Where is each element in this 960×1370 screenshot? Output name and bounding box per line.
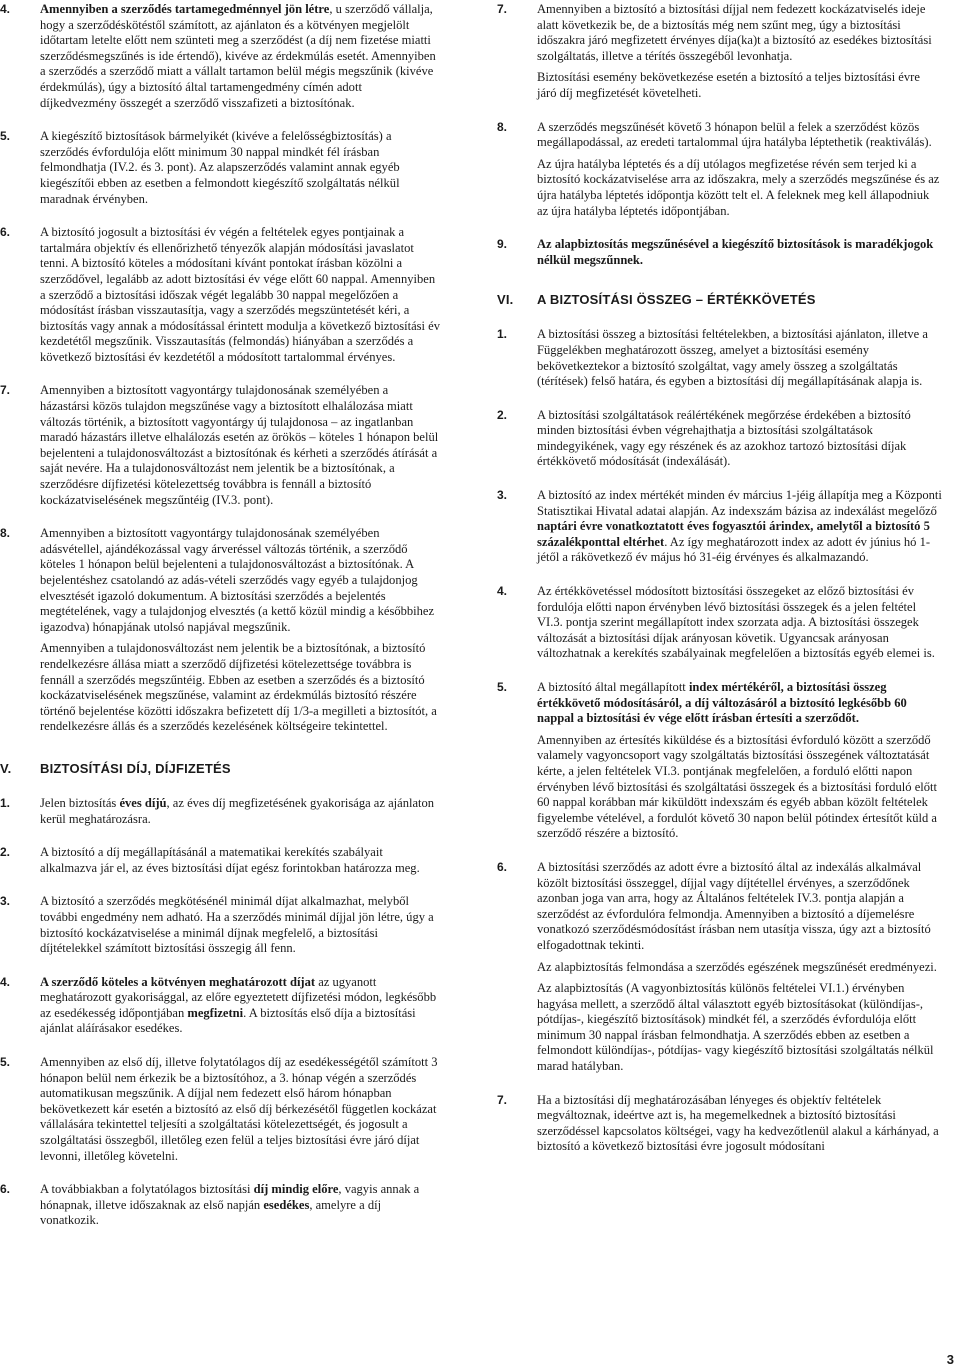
- clause-number: 2.: [0, 845, 11, 860]
- clause-text: . Az így meghatározott index az adott év június hó 1-jétől a rákövetkező év május hó 31-éig érvényes és alkalmazandó.: [537, 534, 931, 565]
- clause-number: 2.: [497, 407, 508, 422]
- section-title: A BIZTOSÍTÁSI ÖSSZEG – ÉRTÉKKÖVETÉS: [537, 292, 816, 308]
- clause-iv-6: [0, 225, 440, 365]
- clause-bold-text: megfizetni: [187, 1005, 244, 1020]
- clause-text: Amennyiben az értesítés kiküldése és a biztosítási évforduló között a szerződő valamely vagyoncsoport vagy szolgáltatás biztosítási összegének változtatását kérte, a jelen feltételek VI.3. pontjának megfelelően, a forduló előtti napon érvényben lévő biztosítási és szolgáltatási összegek és a biztosítási forduló előtt 60 nappal korábban már kiküldött indexszám és egyéb abban közölt feltételek figyelembe vételével, a fordulót követő 30 napon belül pótindex értesítőt küld a szerződő részére a biztosító.: [537, 732, 937, 841]
- clause-v-2: [0, 845, 440, 876]
- clause-iv-4: [0, 2, 440, 111]
- clause-bold-text: index mértékéről, a biztosítási összeg értékkövető módosításáról, a díj változásáról a biztosító legkésőbb 60 nappal a biztosítási év vége előtt írásban értesíti a szerződőt.: [537, 680, 907, 726]
- clause-bold-text: esedékes: [263, 1197, 310, 1212]
- section-vi-heading: [497, 292, 942, 307]
- clause-number: 4.: [497, 584, 508, 599]
- clause-bold-text: Az alapbiztosítás megszűnésével a kiegészítő biztosítások is maradékjogok nélkül megszűnnek.: [537, 237, 934, 267]
- clause-vi-1: [497, 327, 942, 389]
- clause-bold-text: éves díjú: [119, 795, 167, 810]
- clause-text: A biztosító a szerződés megkötésénél minimál díjat alkalmazhat, melyből további engedmény nem adható. Ha a szerződés minimál díjjal jön létre, úgy a biztosító kockázatviselése a minimál díjnak megfelelő, a biztosítási díjtételekkel számított biztosítási összegig áll fenn.: [40, 894, 434, 956]
- page-number: 3: [946, 1352, 954, 1367]
- clause-number: 5.: [0, 129, 11, 144]
- clause-text: A biztosítási szerződés az adott évre a biztosító által az indexálás alkalmával közölt biztosítási összeggel, díjjal vagy díjtétellel érvényes, a szerződőnek azonban joga van arra, hogy az Általános feltételek IV.3. pontja alapján a szerződést az évfordulóra felmondja. Amennyiben a biztosító a díjemelésre vonatkozó szerződésmódosítást írásban nem utasítja vissza, úgy azt a biztosító elfogadottnak tekinti.: [537, 859, 931, 952]
- clause-text: . A biztosítás első díja a biztosítási ajánlat aláírásakor esedékes.: [40, 1005, 416, 1036]
- clause-number: 7.: [0, 383, 11, 398]
- clause-text: A biztosítási összeg a biztosítási feltételekben, a biztosítási ajánlaton, illetve a Függelékben meghatározott összeg, amelyet a biztosítási esemény bekövetkeztekor a biztosító szolgáltat, vagy amely összeg a szolgáltatás (térítések) felső határa, és egyben a biztosítási díj megállapításának alapja is.: [537, 327, 928, 389]
- clause-vi-5: [497, 680, 942, 842]
- right-column: [497, 0, 942, 1155]
- clause-v-3: [0, 894, 440, 956]
- clause-number: 1.: [497, 327, 508, 342]
- clause-text: Amennyiben a biztosított vagyontárgy tulajdonosának személyében a házastársi közös tulajdon megszűnése vagy a biztosított elhalálozása miatt változás történik, a biztosított vagyontárgy új tulajdonosa – az ingatlanban maradó házastárs illetve elhalálozás esetén az örökös – köteles 1 hónapon belül bejelenteni a tulajdonosváltozást a biztosítónak és kérheti a szerződés átírását a saját nevére. Ha a tulajdonosváltozást nem jelentik be a biztosítónak, a szerződésre díjfizetési kötelezettség továbbra is fennáll a biztosító kockázatviselésének megszűntéig (IV.3. pont).: [40, 383, 439, 507]
- clause-v-6: [0, 1182, 440, 1229]
- clause-number: 4.: [0, 974, 11, 989]
- clause-bold-text: díj mindig előre: [253, 1182, 339, 1197]
- clause-number: 7.: [497, 2, 508, 16]
- clause-iv-7: [0, 383, 440, 508]
- clause-text: A biztosító által megállapított: [537, 680, 689, 694]
- clause-vi-3: [497, 488, 942, 566]
- clause-text: Az alapbiztosítás felmondása a szerződés egészének megszűnését eredményezi.: [537, 959, 937, 974]
- clause-vi-7: [497, 1093, 942, 1155]
- clause-number: 6.: [0, 225, 11, 240]
- clause-text: Amennyiben a biztosított vagyontárgy tulajdonosának személyében adásvétellel, ajándékozással vagy árveréssel változás történik, a szerződő köteles 1 hónapon belül bejelenteni a tulajdonosváltozást a biztosítónak. A bejelentéshez csatolandó az adás-vételi szerződés vagy egyéb a tulajdonjog elvesztését igazoló dokumentum. A biztosítási szerződés a bejelentés megtételének, vagy a tulajdonjog elvesztés (a kettő közül mindig a későbbihez igazodva) hónapjának utolsó napjával megszűnik.: [40, 526, 435, 634]
- clause-number: 9.: [497, 237, 508, 252]
- clause-number: 1.: [0, 795, 11, 810]
- clause-number: 5.: [0, 1055, 11, 1070]
- section-title: BIZTOSÍTÁSI DÍJ, DÍJFIZETÉS: [40, 760, 231, 776]
- clause-v-9: [497, 237, 942, 268]
- clause-vi-6: [497, 860, 942, 1075]
- clause-text: A biztosítási szolgáltatások reálértékének megőrzése érdekében a biztosító minden biztosítási évben végrehajthatja a biztosítási szolgáltatások mindegyikének, vagy egy részének és az azokhoz tartozó biztosítási díjak értékkövető módosítását (indexálását).: [537, 407, 911, 469]
- clause-number: 8.: [0, 526, 11, 541]
- clause-text: Az alapbiztosítás (A vagyonbiztosítás különös feltételei VI.1.) érvényben hagyása mellett, a szerződő által választott egyéb biztosításokat (különdíjas-, pótdíjas-, kiegészítő biztosítások) mindkét fél, a szerződés évfordulója előtt minimum 30 nappal írásban felmondhatja. A szerződés ebben az esetben a felmondott különdíjas-, pótdíjas- vagy kiegészítő biztosítási szolgáltatás nélkül marad hatályban.: [537, 981, 934, 1074]
- clause-number: 6.: [0, 1182, 11, 1197]
- section-number: VI.: [497, 292, 514, 308]
- clause-v-1: [0, 796, 440, 827]
- clause-text: Az értékkövetéssel módosított biztosítási összegeket az előző biztosítási év fordulója előtti napon érvényben lévő biztosítási összegek és a jelen feltétel VI.3. pontja szerint megállapított index szorzata adja. A biztosítási összegek változását a biztosítási díjak arányosan követik. Ugyancsak arányosan változhatnak a kerekítés szabályainak megfelelően a biztosítás egyéb elemei is.: [537, 584, 935, 661]
- clause-number: 3.: [0, 894, 11, 909]
- clause-text: Biztosítási esemény bekövetkezése esetén a biztosító a teljes biztosítási évre járó díj megfizetését követelheti.: [537, 70, 920, 100]
- clause-text: Amennyiben az első díj, illetve folytatólagos díj az esedékességétől számított 3 hónapon belül nem érkezik be a biztosítóhoz, a 3. hónap végén a szerződés automatikusan megszűnik. A díjjal nem fedezett első három hónapban bekövetkezett kár esetén a biztosító az első díj bérkezésétől független kockázat vállalására tekintettel teljesíti a szolgáltatási kötelezettségét, és jogosult a szolgáltatási összegből, illetőleg ezen felül a teljes biztosítási évre járó díjat levonni, illetőleg követelni.: [40, 1055, 438, 1163]
- clause-text: Az újra hatályba léptetés és a díj utólagos megfizetése révén sem terjed ki a biztosító kockázatviselése arra az időszakra, mely a szerződés megszűnése és az újra hatályba léptetés időpontja között telt el. A feleknek meg kell állapodniuk az újra hatályba léptetés időpontjában.: [537, 156, 940, 218]
- clause-bold-text: naptári évre vonatkoztatott éves fogyasztói árindex, amelytől a biztosító 5 százalékponttal eltérhet: [537, 519, 930, 549]
- clause-text: Jelen biztosítás: [40, 795, 120, 810]
- clause-text: A szerződés megszűnését követő 3 hónapon belül a felek a szerződést közös megállapodással, az eredeti tartalommal újra hatályba léptethetik (reaktiválás).: [537, 119, 932, 150]
- clause-v-4: [0, 975, 440, 1037]
- clause-text: A biztosító a díj megállapításánál a matematikai kerekítés szabályait alkalmazva jár el, az éves biztosítási díjat egész forintokban határozza meg.: [40, 845, 420, 875]
- clause-vi-4: [497, 584, 942, 662]
- clause-bold-text: Amennyiben a szerződés tartamegedménnyel jön létre: [40, 2, 330, 16]
- clause-iv-8: [0, 526, 440, 735]
- clause-text: az ugyanott meghatározott gyakorisággal, az előre egyeztetett díjfizetési módon, legkésőbb az esedékesség időpontjában: [40, 974, 437, 1020]
- clause-number: 8.: [497, 119, 508, 134]
- clause-text: A továbbiakban a folytatólagos biztosítási: [40, 1182, 254, 1197]
- clause-v-5: [0, 1055, 440, 1164]
- clause-bold-text: A szerződő köteles a kötvényen meghatározott díjat: [40, 974, 316, 989]
- clause-text: , vagyis annak a hónapnak, illetve időszaknak az első napján: [40, 1182, 420, 1212]
- clause-vi-2: [497, 408, 942, 470]
- section-v-heading: [0, 761, 440, 776]
- clause-text: Ha a biztosítási díj meghatározásában lényeges és objektív feltételek megváltoznak, ideértve azt is, ha megemelkednek a biztosító biztosítási szerződéssel kapcsolatos költségei, vagy ha kedvezőtlenül alakul a kárhányad, a biztosító a következő biztosítási évre jogosult módosítani: [537, 1092, 939, 1154]
- clause-number: 5.: [497, 680, 508, 694]
- clause-text: Amennyiben a tulajdonosváltozást nem jelentik be a biztosítónak, a biztosító rendelkezésre állása miatt a szerződő díjfizetési kötelezettsége továbbra is fennáll a szerződés megszűntéig. Ebben az esetben a szerződés és a biztosító kockázatviselésének megszűnése, valamint az érdekmúlás biztosító részére történő bejelentése közötti időszakra befizetett díj 1/3-a megilleti a biztosítót, a rendelkezésre állás és a szerződés kezelésének költségeire tekintettel.: [40, 641, 437, 734]
- clause-text: , u szerződő vállalja, hogy a szerződéskötéstől számított, az ajánlaton és a kötvényen megjelölt időtartam letelte előtt nem szünteti meg a szerződést (a díj nem fizetése miatti szerződésmegszűnés is ide értendő), kivéve az érdekmúlás esetét. Amennyiben a szerződés a szerződő miatt a vállalt tartamon belül mégis megszűnik (kivéve érdekmúlás), úgy a biztosító által tartamengedmény címén adott díjkedvezmény összegét a szerződő visszafizeti a biztosítónak.: [40, 2, 436, 110]
- clause-text: , az éves díj megfizetésének gyakorisága az ajánlaton kerül meghatározásra.: [40, 795, 435, 826]
- clause-number: 3.: [497, 488, 508, 503]
- clause-text: A biztosító jogosult a biztosítási év végén a feltételek egyes pontjainak a tartalmára objektív és ellenőrizhető tényezők alapján módosítási javaslatot tenni. A biztosító köteles a módosítani kívánt pontokat írásban közölni a szerződővel, legalább az adott biztosítási év vége előtt 60 nappal. Amennyiben a szerződő a biztosítási időszak végét legalább 30 nappal megelőzően a módosítást írásban visszautasítja, vagy a szerződés megszüntetését kéri, a biztosítás vagy annak a módosítással érintett modulja a következő biztosítási év kezdetétől megszűnik. Visszautasítás (felmondás) hiányában a szerződés a következő biztosítási év kezdetétől a módosított tartalommal érvényes.: [40, 225, 441, 364]
- clause-iv-5: [0, 129, 440, 207]
- clause-number: 4.: [0, 2, 11, 16]
- clause-v-7: [497, 2, 942, 102]
- clause-number: 6.: [497, 859, 508, 874]
- clause-number: 7.: [497, 1092, 508, 1107]
- clause-text: A kiegészítő biztosítások bármelyikét (kivéve a felelősségbiztosítás) a szerződés évfordulója előtt minimum 30 nappal mindkét fél írásban felmondhatja (IV.2. és 3. pont). Az alapszerződés valamint annak egyéb kiegészítői ebben az esetben a felmondott kiegészítő szolgáltatás nélkül maradnak érvényben.: [40, 129, 400, 206]
- left-column: [0, 0, 440, 1229]
- clause-v-8: [497, 120, 942, 220]
- clause-text: A biztosító az index mértékét minden év március 1-jéig állapítja meg a Központi Statisztikai Hivatal adatai alapján. Az indexszám bázisa az indexálást megelőző: [537, 488, 942, 518]
- section-number: V.: [0, 760, 12, 776]
- clause-text: Amennyiben a biztosító a biztosítási díjjal nem fedezett kockázatviselés ideje alatt következik be, de a biztosítás még nem szűnt meg, úgy a biztosítási időszakra járó megfizetett érvényes díja(ka)t a biztosító az esedékes biztosítási szolgáltatás, illetve a térítés összegéből levonhatja.: [537, 2, 932, 63]
- clause-text: , amelyre a díj vonatkozik.: [40, 1197, 382, 1228]
